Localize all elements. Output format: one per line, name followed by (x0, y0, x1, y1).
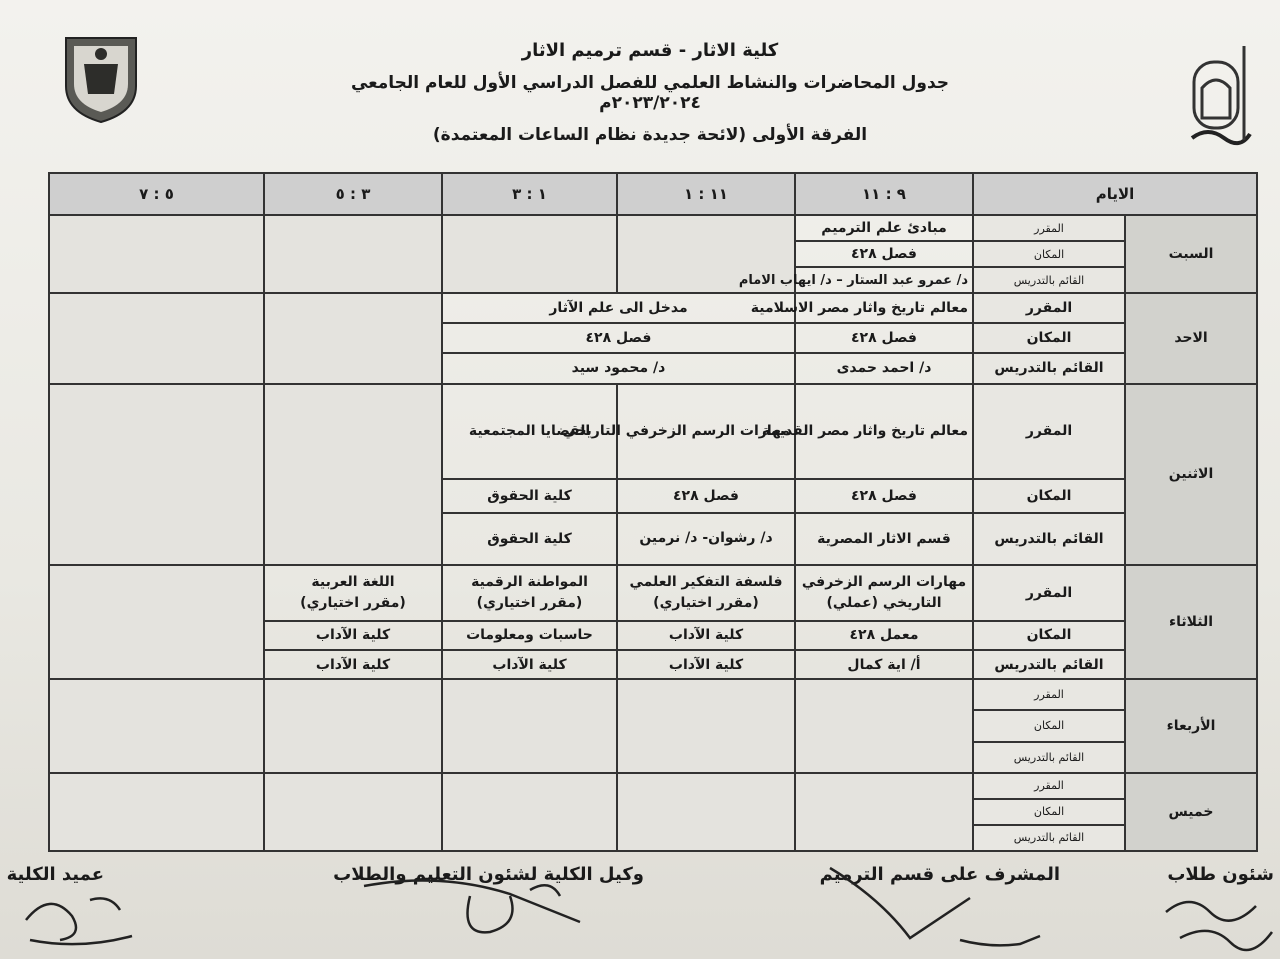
row-label-teacher: القائم بالتدريس (973, 650, 1125, 679)
row-label-place: المكان (973, 323, 1125, 353)
cell-teacher: د/ رشوان- د/ نرمين (617, 513, 795, 565)
empty-cell (264, 293, 442, 384)
empty-cell (795, 679, 973, 773)
row-label-course: المقرر (973, 773, 1125, 799)
cell-teacher: كلية الآداب (264, 650, 442, 679)
cell-course: مبادئ علم الترميم (795, 215, 973, 241)
day-sunday: الاحد (1125, 293, 1257, 384)
signature-label: المشرف على قسم الترميم (819, 864, 1060, 885)
course-line: (مقرر اختياري) (300, 594, 406, 611)
empty-cell (264, 384, 442, 565)
row-label-place: المكان (973, 479, 1125, 512)
table-row (49, 384, 1257, 480)
course-line: التاريخي (عملي) (826, 594, 942, 611)
row-label-place: المكان (973, 799, 1125, 825)
cell-place: فصل ٤٢٨ (795, 323, 973, 353)
empty-cell (264, 679, 442, 773)
signature-label: عميد الكلية (6, 864, 104, 885)
cell-teacher: كلية الحقوق (442, 513, 617, 565)
course-line: (مقرر اختياري) (653, 594, 759, 611)
header-row (49, 173, 1257, 215)
empty-cell (617, 773, 795, 851)
days-header: الايام (973, 173, 1257, 215)
cell-place: حاسبات ومعلومات (442, 621, 617, 650)
signature-label: وكيل الكلية لشئون التعليم والطلاب (333, 864, 644, 885)
cell-teacher: أ/ اية كمال (795, 650, 973, 679)
row-label-course: المقرر (973, 215, 1125, 241)
schedule-title: جدول المحاضرات والنشاط العلمي للفصل الدراسي الأول للعام الجامعي ٢٠٢٣/٢٠٢٤م (350, 73, 950, 113)
handwritten-signature (360, 866, 590, 956)
slot-header: ٩ : ١١ (795, 173, 973, 215)
row-label-place: المكان (973, 241, 1125, 267)
cell-place: كلية الآداب (264, 621, 442, 650)
empty-cell (49, 773, 264, 851)
row-label-place: المكان (973, 710, 1125, 741)
day-monday: الاثنين (1125, 384, 1257, 565)
empty-cell (49, 384, 264, 565)
university-seal-logo (58, 28, 144, 124)
table-row (49, 215, 1257, 241)
cell-place: فصل ٤٢٨ (617, 479, 795, 512)
row-label-teacher: القائم بالتدريس (973, 825, 1125, 851)
handwritten-signature (820, 858, 1050, 958)
cell-teacher: د/ احمد حمدى (795, 353, 973, 383)
row-label-course: المقرر (973, 293, 1125, 323)
table-row (49, 679, 1257, 710)
course-line: المواطنة الرقمية (471, 573, 588, 590)
course-line: مهارات الرسم الزخرفي (801, 573, 967, 590)
row-label-teacher: القائم بالتدريس (973, 353, 1125, 383)
table-row (49, 773, 1257, 799)
cell-place: فصل ٤٢٨ (442, 323, 795, 353)
empty-cell (617, 679, 795, 773)
level-title: الفرقة الأولى (لائحة جديدة نظام الساعات المعتمدة) (432, 125, 868, 145)
cell-course (442, 565, 617, 621)
cell-teacher: د/ محمود سيد (442, 353, 795, 383)
empty-cell (49, 215, 264, 293)
row-label-course: المقرر (973, 384, 1125, 480)
schedule-table (48, 172, 1258, 852)
slot-header: ٣ : ٥ (264, 173, 442, 215)
cell-course: القضايا المجتمعية (442, 384, 617, 480)
signature-label: شئون طلاب (1167, 864, 1274, 885)
cell-course (264, 565, 442, 621)
handwritten-signature (20, 880, 140, 952)
document-header (300, 40, 1000, 157)
cell-teacher: كلية الآداب (617, 650, 795, 679)
cell-place: معمل ٤٢٨ (795, 621, 973, 650)
empty-cell (442, 773, 617, 851)
cell-course: معالم تاريخ واثار مصر الاسلامية (795, 293, 973, 323)
cell-place: كلية الآداب (617, 621, 795, 650)
empty-cell (49, 679, 264, 773)
empty-cell (264, 215, 442, 293)
course-line: اللغة العربية (311, 573, 395, 590)
cell-teacher: د/ عمرو عبد الستار – د/ ايهاب الامام (795, 267, 973, 293)
empty-cell (442, 215, 617, 293)
empty-cell (49, 565, 264, 679)
day-wednesday: الأربعاء (1125, 679, 1257, 773)
row-label-course: المقرر (973, 679, 1125, 710)
cell-teacher: قسم الاثار المصرية (795, 513, 973, 565)
course-line: (مقرر اختياري) (476, 594, 583, 611)
cell-course (795, 565, 973, 621)
signature-footer (0, 858, 1280, 959)
day-thursday: خميس (1125, 773, 1257, 851)
handwritten-signature (1160, 882, 1278, 956)
cell-place: فصل ٤٢٨ (795, 241, 973, 267)
empty-cell (795, 773, 973, 851)
table-row (49, 565, 1257, 621)
slot-header: ٥ : ٧ (49, 173, 264, 215)
day-saturday: السبت (1125, 215, 1257, 293)
cell-place: كلية الحقوق (442, 479, 617, 512)
table-row (49, 293, 1257, 323)
cell-course: مهارات الرسم الزخرفي التاريخي (617, 384, 795, 480)
day-tuesday: الثلاثاء (1125, 565, 1257, 679)
faculty-calligraphy-logo (1188, 42, 1254, 152)
slot-header: ١١ : ١ (617, 173, 795, 215)
cell-course (617, 565, 795, 621)
faculty-title: كلية الاثار - قسم ترميم الاثار (521, 40, 779, 61)
empty-cell (264, 773, 442, 851)
row-label-teacher: القائم بالتدريس (973, 513, 1125, 565)
cell-course: مدخل الى علم الآثار (442, 293, 795, 323)
row-label-teacher: القائم بالتدريس (973, 267, 1125, 293)
row-label-teacher: القائم بالتدريس (973, 742, 1125, 773)
cell-teacher: كلية الآداب (442, 650, 617, 679)
row-label-place: المكان (973, 621, 1125, 650)
cell-course: معالم تاريخ واثار مصر القديمة (795, 384, 973, 480)
empty-cell (49, 293, 264, 384)
row-label-course: المقرر (973, 565, 1125, 621)
slot-header: ١ : ٣ (442, 173, 617, 215)
empty-cell (442, 679, 617, 773)
cell-place: فصل ٤٢٨ (795, 479, 973, 512)
course-line: فلسفة التفكير العلمي (629, 573, 783, 590)
